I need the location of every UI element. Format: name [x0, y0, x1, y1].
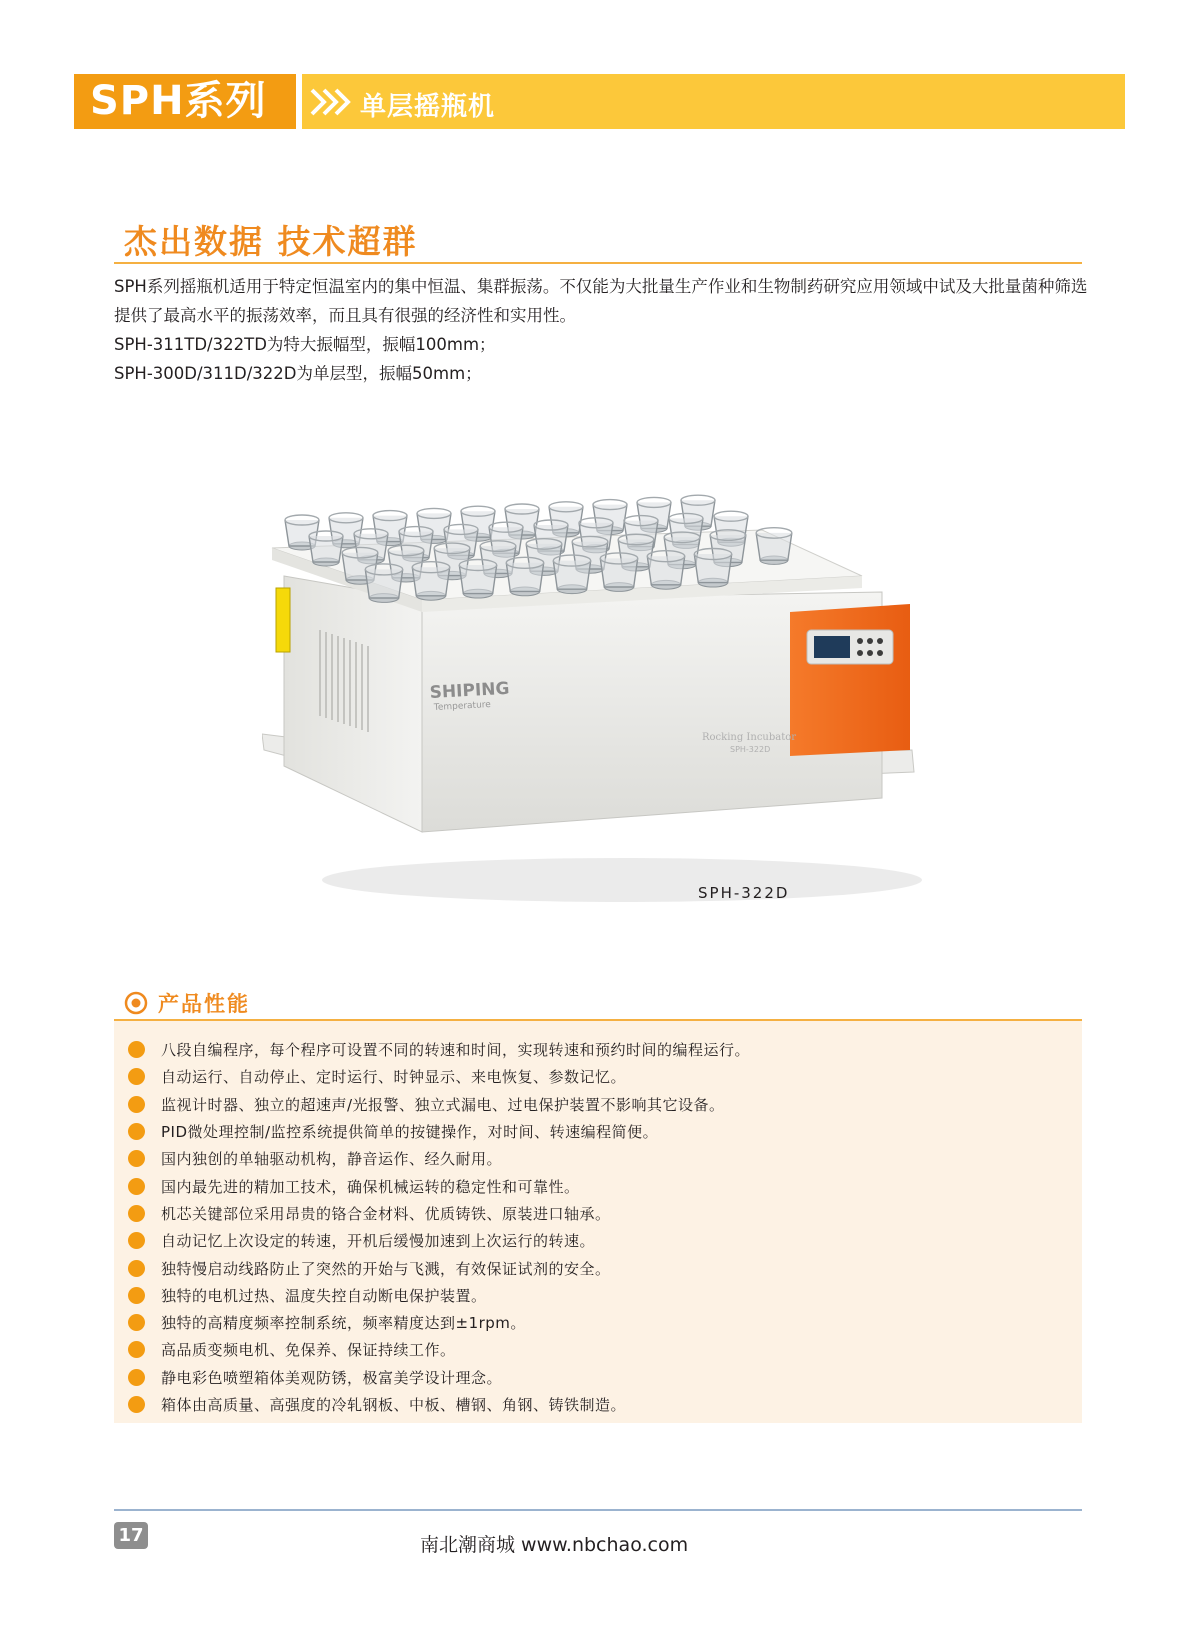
feature-text: 国内最先进的精加工技术，确保机械运转的稳定性和可靠性。 [161, 1177, 580, 1196]
feature-text: PID微处理控制/监控系统提供简单的按键操作，对时间、转速编程简便。 [161, 1123, 659, 1142]
bullet-dot-icon [128, 1396, 145, 1413]
intro-text [114, 272, 1090, 388]
list-item [128, 1282, 1068, 1309]
page-number: 17 [114, 1522, 148, 1549]
list-item [128, 1036, 1068, 1063]
bullet-dot-icon [128, 1287, 145, 1304]
footer-divider [114, 1509, 1082, 1511]
panel-model: SPH-322D [730, 745, 771, 754]
flask-clamp [365, 564, 402, 603]
feature-text: 机芯关键部位采用昂贵的铬合金材料、优质铸铁、原装进口轴承。 [161, 1204, 611, 1223]
flask-clamp [412, 562, 449, 601]
footer-site-text: 南北潮商城 www.nbchao.com [420, 1534, 689, 1556]
performance-title: 产品性能 [158, 992, 250, 1016]
banner-subtitle: 单层摇瓶机 [360, 92, 496, 122]
flask-clamp [600, 553, 637, 592]
list-item [128, 1091, 1068, 1118]
intro-spec-line: SPH-300D/311D/322D为单层型，振幅50mm； [114, 364, 482, 383]
feature-text: 箱体由高质量、高强度的冷轧钢板、中板、槽钢、角钢、铸铁制造。 [161, 1396, 627, 1414]
list-item [128, 1309, 1068, 1336]
list-item [128, 1391, 1068, 1418]
intro-paragraph: SPH系列摇瓶机适用于特定恒温室内的集中恒温、集群振荡。不仅能为大批量生产作业和生物制药研究应用领域中试及大批量菌种筛选提供了最高水平的振荡效率，而且具有很强的经济性和实用性。 [114, 277, 1088, 325]
bullet-dot-icon [128, 1205, 145, 1222]
double-chevron-right-icon [306, 82, 358, 122]
flask-clamp [553, 555, 590, 594]
list-item [128, 1200, 1068, 1227]
flask-clamp [756, 528, 792, 565]
list-item [128, 1227, 1068, 1254]
flask-clamp [647, 551, 684, 590]
product-image [262, 480, 952, 920]
list-item [128, 1118, 1068, 1145]
bullet-dot-icon [128, 1369, 145, 1386]
list-item [128, 1172, 1068, 1199]
feature-list [128, 1036, 1068, 1418]
list-item [128, 1364, 1068, 1391]
bullet-dot-icon [128, 1314, 145, 1331]
performance-heading [124, 988, 250, 1018]
bullet-dot-icon [128, 1068, 145, 1085]
bullet-dot-icon [128, 1150, 145, 1167]
flask-clamp [506, 557, 543, 596]
feature-text: 自动运行、自动停止、定时运行、时钟显示、来电恢复、参数记忆。 [161, 1068, 627, 1087]
feature-text: 监视计时器、独立的超速声/光报警、独立式漏电、过电保护装置不影响其它设备。 [161, 1095, 725, 1114]
feature-text: 高品质变频电机、免保养、保证持续工作。 [161, 1341, 456, 1360]
headline-divider [114, 262, 1082, 264]
feature-text: 静电彩色喷塑箱体美观防锈，极富美学设计理念。 [161, 1368, 503, 1387]
feature-text: 独特慢启动线路防止了突然的开始与飞溅，有效保证试剂的安全。 [161, 1259, 611, 1278]
flask-clamp [459, 560, 496, 599]
bullet-dot-icon [128, 1096, 145, 1113]
bullet-dot-icon [128, 1123, 145, 1140]
series-title: SPH系列 [74, 74, 296, 129]
flask-clamp [694, 549, 731, 588]
bullet-dot-icon [128, 1232, 145, 1249]
banner-subtitle-bar [302, 74, 1125, 129]
panel-label: Rocking Incubator [702, 732, 797, 743]
intro-spec-line: SPH-311TD/322TD为特大振幅型，振幅100mm； [114, 335, 496, 354]
brand-logo: SHIPING [429, 678, 510, 703]
feature-text: 独特的高精度频率控制系统，频率精度达到±1rpm。 [161, 1314, 526, 1333]
list-item [128, 1063, 1068, 1090]
list-item [128, 1145, 1068, 1172]
product-caption: SPH-322D [698, 884, 790, 902]
bullet-dot-icon [128, 1178, 145, 1195]
bullet-dot-icon [128, 1341, 145, 1358]
feature-text: 独特的电机过热、温度失控自动断电保护装置。 [161, 1286, 487, 1305]
list-item [128, 1254, 1068, 1281]
feature-text: 自动记忆上次设定的转速，开机后缓慢加速到上次运行的转速。 [161, 1232, 596, 1251]
target-circle-icon [124, 991, 148, 1015]
bullet-dot-icon [128, 1260, 145, 1277]
list-item [128, 1336, 1068, 1363]
section-headline: 杰出数据 技术超群 [124, 222, 418, 261]
bullet-dot-icon [128, 1041, 145, 1058]
feature-text: 国内独创的单轴驱动机构，静音运作、经久耐用。 [161, 1150, 503, 1169]
feature-text: 八段自编程序，每个程序可设置不同的转速和时间，实现转速和预约时间的编程运行。 [161, 1041, 751, 1060]
brand-subtitle: Temperature [433, 700, 492, 713]
flask-clamp [309, 531, 343, 566]
header-banner [74, 74, 1125, 129]
